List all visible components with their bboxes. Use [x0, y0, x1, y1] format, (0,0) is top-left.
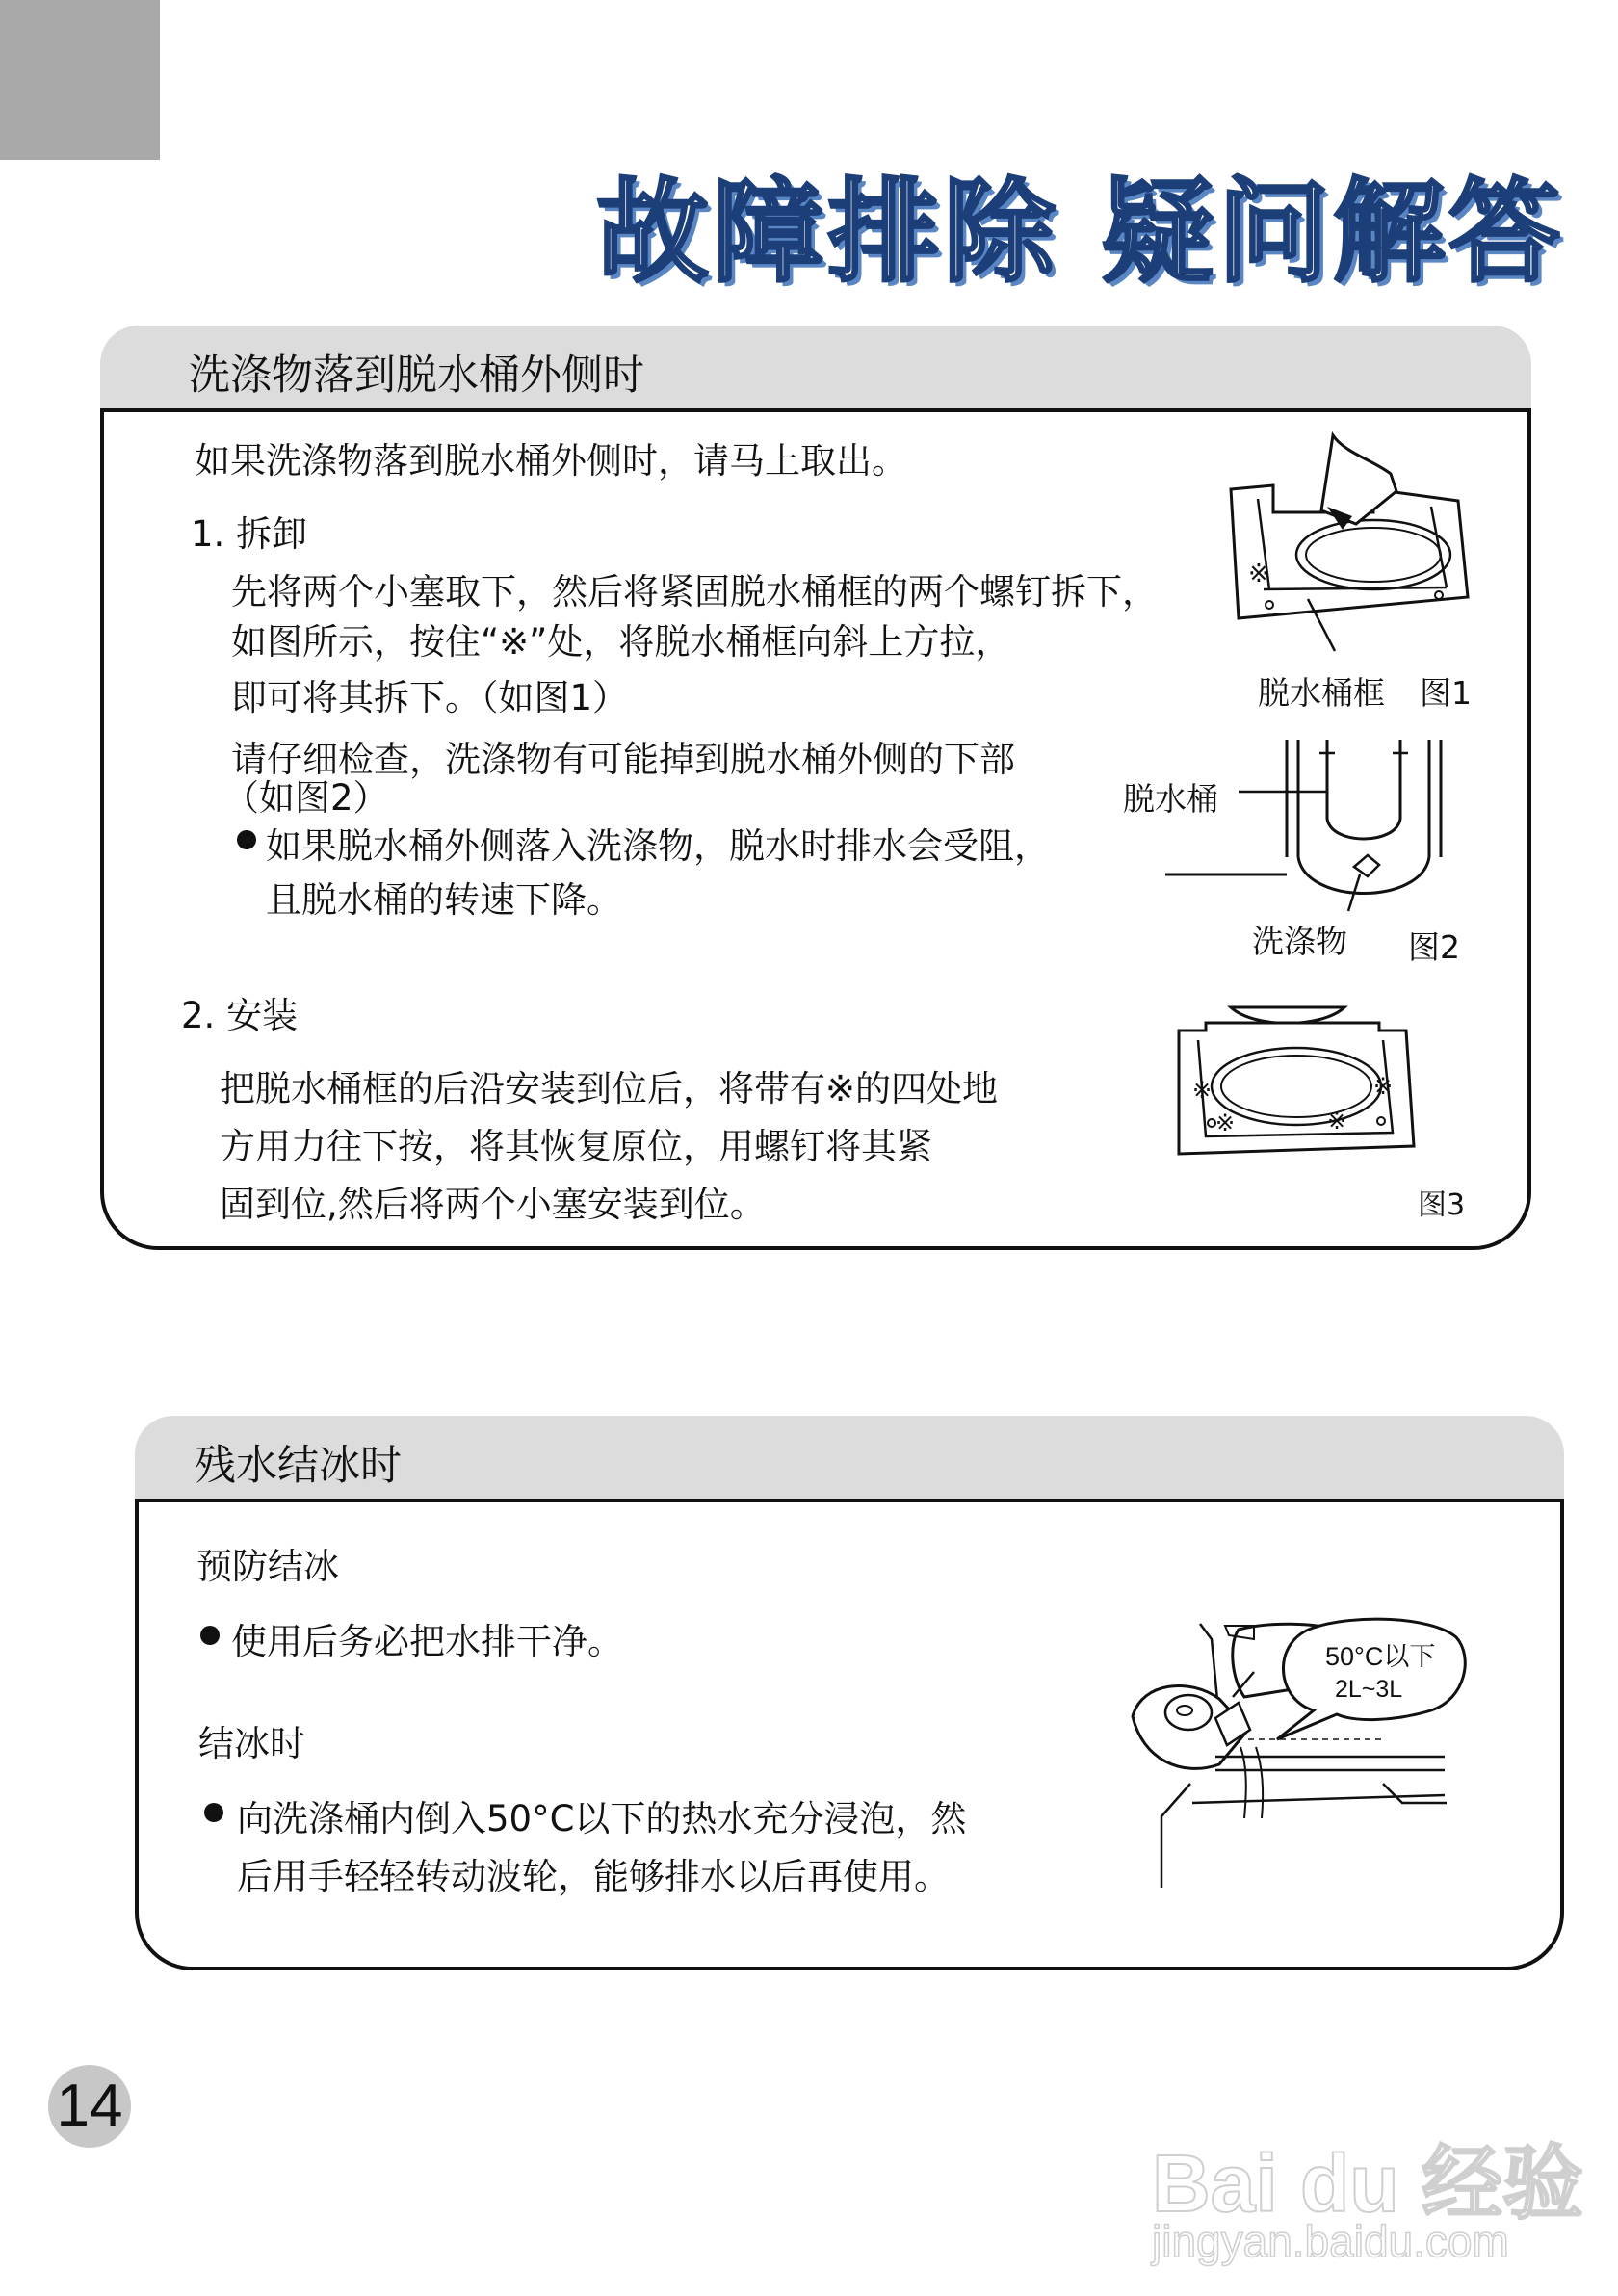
fig1-caption: 图1 [1420, 674, 1472, 712]
svg-text:※: ※ [1248, 560, 1269, 588]
step2-heading: 2. 安装 [181, 995, 299, 1036]
bullet-dot [204, 1803, 223, 1822]
step2-line: 把脱水桶框的后沿安装到位后，将带有※的四处地 [220, 1068, 999, 1109]
fig2-label-laundry: 洗涤物 [1252, 923, 1347, 960]
section-header [135, 1416, 1564, 1499]
section-header [100, 326, 1531, 408]
fig1-label: 脱水桶框 [1258, 674, 1385, 712]
step1-heading: 1. 拆卸 [191, 513, 308, 555]
step1-bullet-line: 且脱水桶的转速下降。 [266, 879, 622, 921]
prevent-bullet: 使用后务必把水排干净。 [231, 1621, 623, 1662]
step2-line: 固到位,然后将两个小塞安装到位。 [220, 1184, 766, 1225]
frozen-bullet-line: 后用手轻轻转动波轮，能够排水以后再使用。 [237, 1856, 950, 1897]
prevent-heading: 预防结冰 [196, 1546, 339, 1587]
frozen-bullet-line: 向洗涤桶内倒入50°C以下的热水充分浸泡，然 [237, 1798, 967, 1839]
intro-text: 如果洗涤物落到脱水桶外侧时，请马上取出。 [195, 440, 907, 482]
svg-text:※: ※ [1215, 1109, 1236, 1136]
step1-line: （如图2） [223, 777, 389, 819]
section-title: 残水结冰时 [195, 1442, 402, 1490]
watermark-logo: Bai du 经验 [1152, 2138, 1584, 2229]
bubble-volume: 2L~3L [1335, 1676, 1403, 1703]
section-title: 洗涤物落到脱水桶外侧时 [189, 352, 644, 400]
watermark-url: jingyan.baidu.com [1152, 2216, 1509, 2266]
bullet-dot [237, 830, 256, 849]
step2-line: 方用力往下按，将其恢复原位，用螺钉将其紧 [220, 1126, 932, 1167]
page-title: 故障排除 疑问解答 [596, 168, 1564, 298]
frozen-heading: 结冰时 [198, 1723, 305, 1764]
step1-line: 请仔细检查，洗涤物有可能掉到脱水桶外侧的下部 [231, 739, 1015, 780]
svg-text:※: ※ [1327, 1108, 1347, 1135]
bubble-temperature: 50°C以下 [1325, 1642, 1436, 1671]
figure-3-illustration [1177, 1002, 1418, 1165]
step1-line: 先将两个小塞取下，然后将紧固脱水桶框的两个螺钉拆下， [231, 571, 1158, 613]
step1-line: 如图所示，按住“※”处，将脱水桶框向斜上方拉， [231, 621, 1011, 663]
svg-text:※: ※ [1373, 1073, 1394, 1100]
step1-line: 即可将其拆下。（如图1） [231, 677, 629, 718]
step1-bullet-line: 如果脱水桶外侧落入洗涤物，脱水时排水会受阻， [266, 825, 1050, 867]
corner-tab [0, 0, 160, 160]
fig2-caption: 图2 [1408, 928, 1460, 966]
page-number: 14 [48, 2065, 131, 2148]
svg-text:※: ※ [1192, 1077, 1213, 1104]
fig2-label-tub: 脱水桶 [1123, 780, 1218, 818]
figure-1-illustration [1229, 435, 1489, 657]
fig3-caption: 图3 [1418, 1188, 1466, 1222]
bullet-dot [200, 1626, 220, 1645]
